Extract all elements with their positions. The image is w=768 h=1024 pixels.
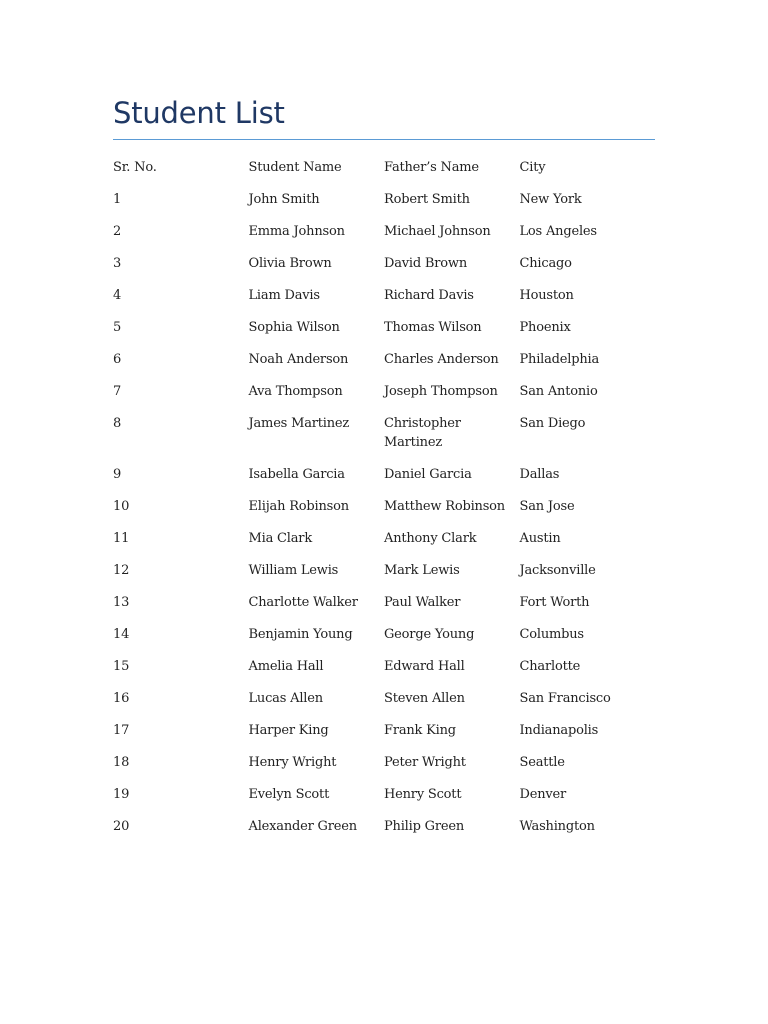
cell-sr-no: 15: [113, 659, 130, 674]
cell-city: New York: [519, 192, 582, 207]
cell-fathers-name: Christopher Martinez: [384, 416, 461, 450]
cell-city: Austin: [519, 531, 561, 546]
cell-student-name: Noah Anderson: [248, 352, 349, 367]
cell-sr-no: 7: [113, 384, 122, 399]
cell-student-name: Emma Johnson: [248, 224, 345, 239]
header-fathers-name: Father’s Name: [384, 160, 479, 175]
table-row: [107, 587, 649, 619]
cell-city: Houston: [519, 288, 574, 303]
cell-student-name: Harper King: [248, 723, 329, 738]
cell-student-name: William Lewis: [248, 563, 339, 578]
cell-student-name: Alexander Green: [248, 819, 357, 834]
table-row: [107, 312, 649, 344]
student-table: [107, 152, 649, 843]
cell-sr-no: 3: [113, 256, 122, 271]
cell-city: Fort Worth: [519, 595, 590, 610]
cell-student-name: Evelyn Scott: [248, 787, 330, 802]
cell-sr-no: 20: [113, 819, 130, 834]
page-title: Student List: [113, 96, 285, 130]
cell-fathers-name: Daniel Garcia: [384, 467, 472, 482]
cell-student-name: John Smith: [248, 192, 320, 207]
table-header-row: [107, 152, 649, 184]
cell-city: Denver: [519, 787, 567, 802]
cell-city: San Francisco: [519, 691, 611, 706]
title-underline-rule: [113, 139, 655, 140]
cell-sr-no: 14: [113, 627, 130, 642]
cell-sr-no: 18: [113, 755, 130, 770]
cell-student-name: Benjamin Young: [248, 627, 353, 642]
cell-city: Phoenix: [519, 320, 571, 335]
table-row: [107, 715, 649, 747]
cell-sr-no: 5: [113, 320, 122, 335]
cell-fathers-name: Robert Smith: [384, 192, 470, 207]
table-row: [107, 779, 649, 811]
table-row: [107, 491, 649, 523]
cell-city: Seattle: [519, 755, 565, 770]
cell-sr-no: 16: [113, 691, 130, 706]
table-body: [107, 184, 649, 843]
cell-sr-no: 12: [113, 563, 130, 578]
cell-sr-no: 4: [113, 288, 122, 303]
cell-sr-no: 1: [113, 192, 122, 207]
table-row: [107, 555, 649, 587]
cell-fathers-name: David Brown: [384, 256, 468, 271]
cell-sr-no: 17: [113, 723, 130, 738]
cell-fathers-name: Joseph Thompson: [384, 384, 498, 399]
cell-city: San Antonio: [519, 384, 598, 399]
cell-student-name: Henry Wright: [248, 755, 337, 770]
cell-student-name: Ava Thompson: [248, 384, 343, 399]
cell-fathers-name: Charles Anderson: [384, 352, 499, 367]
cell-fathers-name: Edward Hall: [384, 659, 465, 674]
cell-city: Philadelphia: [519, 352, 600, 367]
cell-city: Washington: [519, 819, 595, 834]
cell-city: Columbus: [519, 627, 584, 642]
cell-student-name: Charlotte Walker: [248, 595, 358, 610]
cell-student-name: Mia Clark: [248, 531, 312, 546]
cell-city: Jacksonville: [519, 563, 596, 578]
cell-fathers-name: Steven Allen: [384, 691, 465, 706]
cell-city: Dallas: [519, 467, 560, 482]
cell-fathers-name: George Young: [384, 627, 475, 642]
table-row: [107, 280, 649, 312]
table-row: [107, 184, 649, 216]
cell-fathers-name: Mark Lewis: [384, 563, 460, 578]
cell-fathers-name: Philip Green: [384, 819, 465, 834]
table-row: [107, 811, 649, 843]
cell-sr-no: 2: [113, 224, 122, 239]
cell-student-name: Isabella Garcia: [248, 467, 345, 482]
cell-sr-no: 6: [113, 352, 122, 367]
table-row: [107, 747, 649, 779]
cell-fathers-name: Paul Walker: [384, 595, 461, 610]
table-row: [107, 619, 649, 651]
header-sr-no: Sr. No.: [113, 160, 157, 175]
cell-city: Chicago: [519, 256, 572, 271]
table-row: [107, 683, 649, 715]
table-row: [107, 459, 649, 491]
cell-student-name: Elijah Robinson: [248, 499, 349, 514]
cell-student-name: Sophia Wilson: [248, 320, 340, 335]
cell-city: San Jose: [519, 499, 575, 514]
cell-fathers-name: Frank King: [384, 723, 456, 738]
header-city: City: [519, 160, 546, 175]
cell-city: San Diego: [519, 416, 586, 431]
cell-sr-no: 13: [113, 595, 130, 610]
cell-sr-no: 8: [113, 416, 122, 431]
cell-sr-no: 10: [113, 499, 130, 514]
cell-student-name: James Martinez: [248, 416, 350, 431]
table-row: [107, 651, 649, 683]
table-row: [107, 248, 649, 280]
table-row: [107, 376, 649, 408]
cell-student-name: Lucas Allen: [248, 691, 323, 706]
cell-fathers-name: Thomas Wilson: [384, 320, 482, 335]
cell-city: Charlotte: [519, 659, 581, 674]
table-row: [107, 344, 649, 376]
cell-fathers-name: Matthew Robinson: [384, 499, 505, 514]
cell-sr-no: 9: [113, 467, 122, 482]
cell-student-name: Liam Davis: [248, 288, 320, 303]
cell-city: Los Angeles: [519, 224, 597, 239]
cell-sr-no: 11: [113, 531, 130, 546]
cell-sr-no: 19: [113, 787, 130, 802]
cell-student-name: Amelia Hall: [248, 659, 324, 674]
cell-fathers-name: Michael Johnson: [384, 224, 491, 239]
table-row: [107, 408, 649, 459]
cell-fathers-name: Henry Scott: [384, 787, 462, 802]
cell-fathers-name: Peter Wright: [384, 755, 466, 770]
cell-student-name: Olivia Brown: [248, 256, 332, 271]
table-row: [107, 523, 649, 555]
cell-fathers-name: Anthony Clark: [384, 531, 477, 546]
header-student-name: Student Name: [248, 160, 342, 175]
cell-fathers-name: Richard Davis: [384, 288, 474, 303]
table-row: [107, 216, 649, 248]
cell-city: Indianapolis: [519, 723, 599, 738]
